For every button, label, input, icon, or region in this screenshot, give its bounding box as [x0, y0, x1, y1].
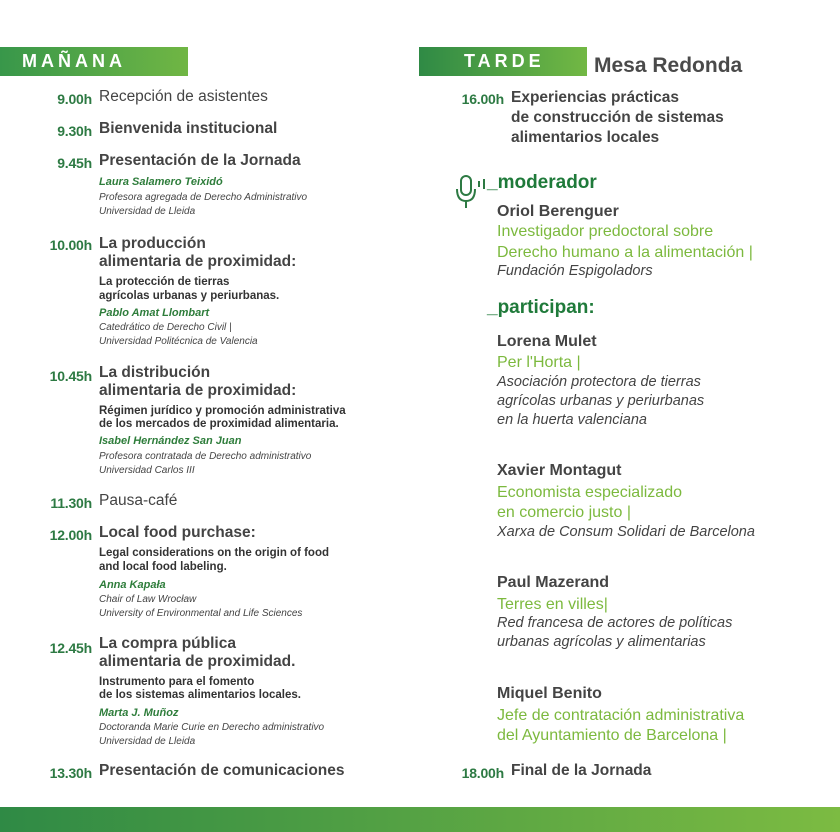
session-title: Pausa-café — [99, 492, 178, 509]
participant-role: en comercio justo | — [497, 504, 631, 521]
moderator-org: Fundación Espigoladors — [497, 263, 653, 279]
speaker-name: Laura Salamero Teixidó — [99, 176, 223, 188]
time-label: 18.00h — [461, 765, 504, 781]
speaker-name: Marta J. Muñoz — [99, 707, 179, 719]
session-title: Presentación de comunicaciones — [99, 762, 345, 779]
session-title: Presentación de la Jornada — [99, 152, 301, 169]
moderator-role: Derecho humano a la alimentación | — [497, 244, 753, 261]
participant-org: agrícolas urbanas y periurbanas — [497, 393, 705, 409]
time-label: 11.30h — [50, 495, 92, 511]
session-title: alimentaria de proximidad: — [99, 382, 297, 399]
speaker-affiliation: Profesora agregada de Derecho Administrativo — [99, 192, 308, 203]
session-title: La compra pública — [99, 635, 236, 652]
session-subtitle: Legal considerations on the origin of food — [99, 547, 329, 559]
time-label: 16.00h — [461, 91, 504, 107]
speaker-name: Pablo Amat Llombart — [99, 307, 210, 319]
time-label: 12.00h — [49, 527, 92, 543]
participant-org: en la huerta valenciana — [497, 412, 647, 428]
participants-label: _participan: — [487, 297, 595, 318]
session-title: alimentarios locales — [511, 129, 660, 146]
time-label: 9.45h — [57, 155, 92, 171]
participant-name: Xavier Montagut — [497, 462, 622, 479]
time-label: 9.30h — [57, 123, 92, 139]
speaker-affiliation: Universidad de Lleida — [99, 736, 196, 747]
speaker-affiliation: Chair of Law Wrocław — [99, 594, 197, 605]
session-title: Final de la Jornada — [511, 762, 652, 779]
afternoon-subtitle: Mesa Redonda — [594, 54, 743, 77]
participant-role: Jefe de contratación administrativa — [497, 707, 745, 724]
participant-org: Xarxa de Consum Solidari de Barcelona — [497, 524, 755, 540]
participant-name: Paul Mazerand — [497, 574, 610, 591]
session-title: La distribución — [99, 364, 211, 381]
speaker-affiliation: Universidad de Lleida — [99, 206, 196, 217]
participant-name: Miquel Benito — [497, 685, 602, 702]
time-label: 12.45h — [49, 640, 92, 656]
session-title: de construcción de sistemas — [511, 109, 724, 126]
speaker-name: Anna Kapała — [99, 579, 166, 591]
speaker-affiliation: University of Environmental and Life Sciences — [99, 608, 303, 619]
moderator-role: Investigador predoctoral sobre — [497, 223, 714, 240]
time-label: 9.00h — [57, 91, 92, 107]
session-title: alimentaria de proximidad. — [99, 653, 296, 670]
participant-org: Red francesa de actores de políticas — [497, 615, 733, 631]
session-subtitle: agrícolas urbanas y periurbanas. — [99, 290, 280, 302]
session-title: Recepción de asistentes — [99, 88, 268, 105]
participant-org: Asociación protectora de tierras — [497, 374, 701, 390]
speaker-affiliation: Universidad Politécnica de Valencia — [99, 336, 258, 347]
time-label: 13.30h — [49, 765, 92, 781]
session-subtitle: Instrumento para el fomento — [99, 676, 255, 688]
session-title: Experiencias prácticas — [511, 89, 680, 106]
session-title: Bienvenida institucional — [99, 120, 278, 137]
footer-bar — [0, 807, 840, 832]
time-label: 10.00h — [49, 237, 92, 253]
participant-role: del Ayuntamiento de Barcelona | — [497, 727, 727, 744]
session-subtitle: Régimen jurídico y promoción administrativa — [99, 405, 346, 417]
participant-org: urbanas agrícolas y alimentarias — [497, 634, 706, 650]
participant-role: Per l'Horta | — [497, 354, 581, 371]
participant-role: Economista especializado — [497, 484, 682, 501]
participant-name: Lorena Mulet — [497, 333, 597, 350]
session-subtitle: La protección de tierras — [99, 276, 230, 288]
speaker-affiliation: Catedrático de Derecho Civil | — [99, 322, 232, 333]
session-subtitle: and local food labeling. — [99, 561, 227, 573]
session-subtitle: de los mercados de proximidad alimentaria. — [99, 418, 339, 430]
speaker-affiliation: Universidad Carlos III — [99, 465, 195, 476]
participant-role: Terres en villes| — [497, 596, 608, 613]
speaker-affiliation: Doctoranda Marie Curie en Derecho administrativo — [99, 722, 325, 733]
morning-header: MAÑANA — [0, 47, 188, 76]
session-title: alimentaria de proximidad: — [99, 253, 297, 270]
session-title: Local food purchase: — [99, 524, 256, 541]
session-subtitle: de los sistemas alimentarios locales. — [99, 689, 301, 701]
speaker-affiliation: Profesora contratada de Derecho administrativo — [99, 451, 312, 462]
session-title: La producción — [99, 235, 206, 252]
moderator-name: Oriol Berenguer — [497, 203, 619, 220]
microphone-icon — [452, 175, 492, 211]
speaker-name: Isabel Hernández San Juan — [99, 435, 242, 447]
moderator-label: _moderador — [487, 172, 597, 193]
afternoon-header: TARDE — [419, 47, 587, 76]
time-label: 10.45h — [49, 368, 92, 384]
